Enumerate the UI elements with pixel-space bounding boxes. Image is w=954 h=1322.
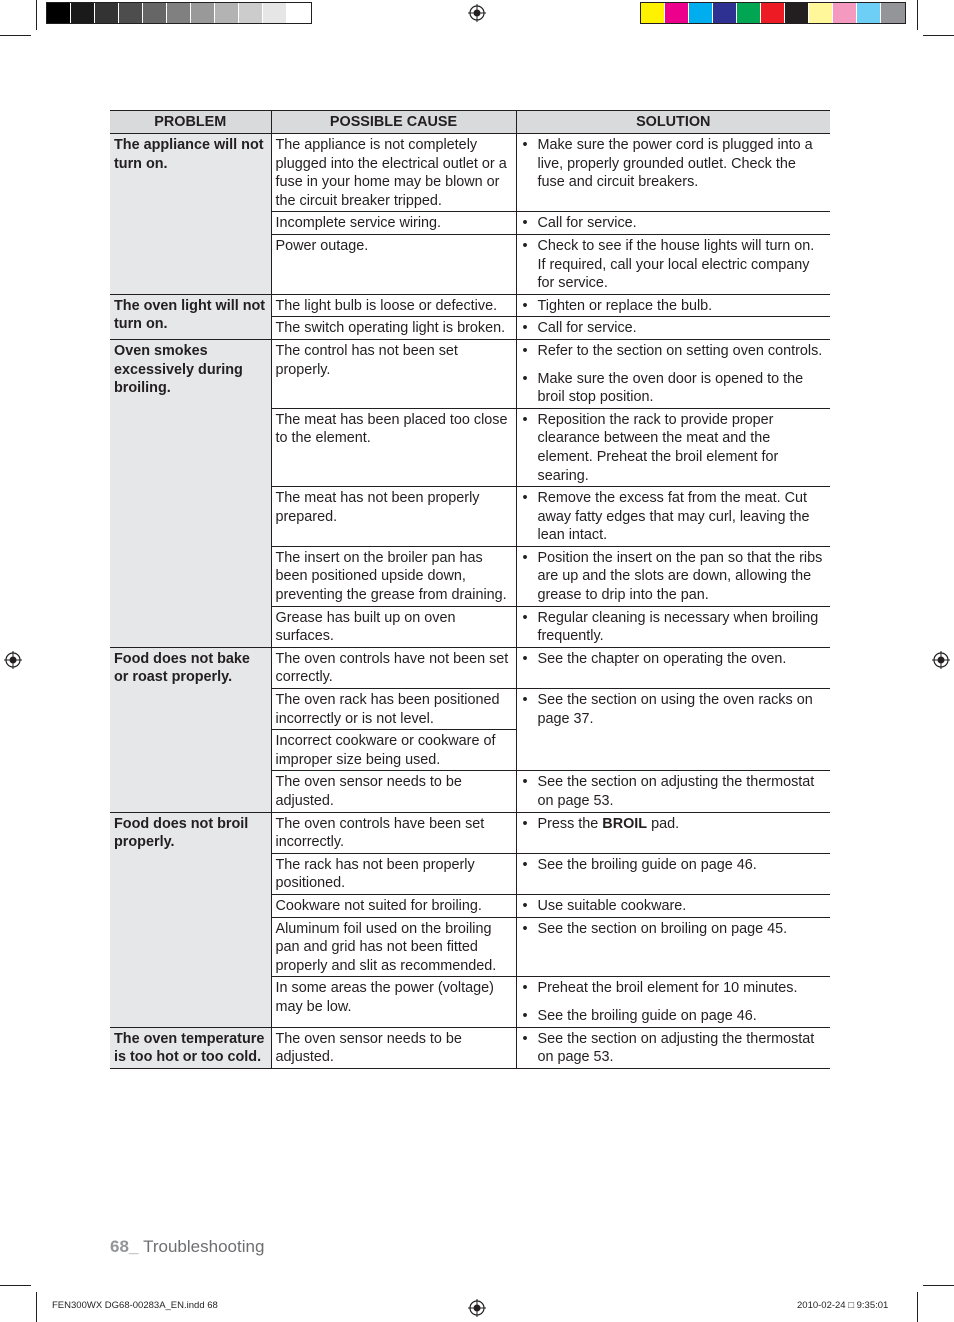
color-swatch [857,3,881,23]
solution-list [521,650,827,669]
solution-item: • Reposition the rack to provide proper clearance between the meat and the element. Preheat the broil element for searing. [521,411,827,485]
crop-mark [923,35,954,36]
page-footer [110,1237,264,1257]
solution-list [521,411,827,485]
solution-list [521,920,827,939]
color-swatch [47,3,71,23]
solution-list [521,549,827,605]
registration-mark-icon [468,4,486,22]
problem-cell: Food does not bake or roast properly. [110,647,271,812]
cause-cell: The meat has been placed too close to the element. [271,408,516,486]
table-row [110,1027,830,1068]
color-swatch [143,3,167,23]
solution-list [521,609,827,646]
cause-cell: The insert on the broiler pan has been positioned upside down, preventing the grease from draining. [271,546,516,606]
solution-list [521,214,827,233]
solution-cell [516,408,830,486]
solution-item: • See the section on broiling on page 45. [521,920,827,939]
color-swatch [881,3,905,23]
cause-cell: The oven controls have not been set correctly. [271,647,516,688]
table-row [110,134,830,212]
solution-item: • Preheat the broil element for 10 minutes. [521,979,827,998]
solution-list [521,773,827,810]
color-swatch [119,3,143,23]
color-swatch [167,3,191,23]
crop-mark [36,0,37,30]
section-name: Troubleshooting [143,1237,265,1256]
page-number: 68 [110,1237,129,1256]
crop-mark [36,1292,37,1322]
solution-item: • Make sure the power cord is plugged into a live, properly grounded outlet. Check the fuse and circuit breakers. [521,136,827,192]
problem-cell: The oven light will not turn on. [110,294,271,339]
solution-item: • See the section on adjusting the thermostat on page 53. [521,773,827,810]
troubleshooting-table [110,110,830,1069]
solution-cell [516,294,830,317]
cause-cell: The meat has not been properly prepared. [271,487,516,547]
solution-list [521,856,827,875]
solution-item: • Use suitable cookware. [521,897,827,916]
cause-cell: In some areas the power (voltage) may be low. [271,977,516,1027]
color-swatch [833,3,857,23]
color-swatch [287,3,311,23]
solution-list [521,1030,827,1067]
table-row [110,647,830,688]
solution-list [521,489,827,545]
cause-cell: The light bulb is loose or defective. [271,294,516,317]
solution-cell [516,771,830,812]
solution-cell [516,894,830,917]
cause-cell: The appliance is not completely plugged into the electrical outlet or a fuse in your home may be blown or the circuit breaker tripped. [271,134,516,212]
problem-cell: The oven temperature is too hot or too cold. [110,1027,271,1068]
slug-time: □ 9:35:01 [845,1300,889,1311]
cause-cell: Grease has built up on oven surfaces. [271,606,516,647]
solution-list [521,691,827,728]
cause-cell: Cookware not suited for broiling. [271,894,516,917]
color-swatch [95,3,119,23]
color-swatch [263,3,287,23]
solution-list [521,897,827,916]
solution-list [521,136,827,192]
problem-cell: The appliance will not turn on. [110,134,271,295]
header-possible-cause: POSSIBLE CAUSE [271,111,516,134]
solution-cell [516,487,830,547]
cause-cell: The oven sensor needs to be adjusted. [271,771,516,812]
solution-item: • Position the insert on the pan so that the ribs are up and the slots are down, allowing the grease to drip into the pan. [521,549,827,605]
slug-filename: FEN300WX DG68-00283A_EN.indd 68 [52,1300,218,1311]
cause-cell: The oven sensor needs to be adjusted. [271,1027,516,1068]
solution-text: pad. [647,815,680,832]
solution-cell [516,134,830,212]
problem-cell: Oven smokes excessively during broiling. [110,339,271,647]
solution-cell [516,546,830,606]
solution-cell [516,977,830,1027]
solution-item: • See the broiling guide on page 46. [521,1007,827,1026]
color-swatch [665,3,689,23]
cause-cell: The control has not been set properly. [271,339,516,408]
process-color-bar [640,2,906,24]
crop-mark [0,35,31,36]
solution-cell [516,1027,830,1068]
solution-list [521,979,827,1025]
solution-item: • See the section on adjusting the thermostat on page 53. [521,1030,827,1067]
solution-item [521,815,827,834]
broil-pad-label: BROIL [602,815,648,832]
solution-text: Press the [537,815,603,832]
solution-cell [516,647,830,688]
solution-list [521,342,827,407]
solution-cell [516,812,830,853]
solution-item: • Call for service. [521,214,827,233]
solution-cell [516,853,830,894]
problem-cell: Food does not broil properly. [110,812,271,1027]
solution-item: • Tighten or replace the bulb. [521,297,827,316]
table-header-row [110,111,830,134]
color-swatch [71,3,95,23]
color-swatch [191,3,215,23]
grayscale-color-bar [46,2,312,24]
slug-datetime [797,1300,888,1311]
solution-list [521,815,827,834]
color-swatch [641,3,665,23]
cause-cell: Incorrect cookware or cookware of improper size being used. [271,730,516,771]
solution-item: • See the section on using the oven racks on page 37. [521,691,827,728]
solution-item: • Check to see if the house lights will turn on. If required, call your local electric company for service. [521,237,827,293]
header-solution: SOLUTION [516,111,830,134]
color-swatch [215,3,239,23]
solution-cell [516,212,830,235]
solution-cell [516,606,830,647]
solution-list [521,297,827,316]
color-swatch [713,3,737,23]
cause-cell: Power outage. [271,234,516,294]
cause-cell: The rack has not been properly positioned. [271,853,516,894]
solution-cell [516,339,830,408]
footer-separator: _ [128,1237,144,1256]
cause-cell: Aluminum foil used on the broiling pan and grid has not been fitted properly and slit as recommended. [271,917,516,977]
header-problem: PROBLEM [110,111,271,134]
color-swatch [761,3,785,23]
registration-mark-icon [932,651,950,669]
solution-cell [516,234,830,294]
solution-item: • See the broiling guide on page 46. [521,856,827,875]
registration-mark-icon [4,651,22,669]
table-row [110,339,830,408]
cause-cell: The oven controls have been set incorrectly. [271,812,516,853]
table-row [110,294,830,317]
registration-mark-icon [468,1299,486,1317]
color-swatch [737,3,761,23]
solution-item: • Make sure the oven door is opened to the broil stop position. [521,370,827,407]
solution-list [521,237,827,293]
solution-item: • See the chapter on operating the oven. [521,650,827,669]
solution-item: • Refer to the section on setting oven controls. [521,342,827,361]
solution-cell [516,917,830,977]
cause-cell: The switch operating light is broken. [271,317,516,340]
solution-list [521,319,827,338]
table-row [110,812,830,853]
color-swatch [239,3,263,23]
color-swatch [809,3,833,23]
cause-cell: The oven rack has been positioned incorrectly or is not level. [271,689,516,730]
crop-mark [917,1292,918,1322]
crop-mark [0,1285,31,1286]
color-swatch [785,3,809,23]
color-swatch [689,3,713,23]
slug-date: 2010-02-24 [797,1300,846,1311]
solution-cell [516,317,830,340]
solution-item: • Call for service. [521,319,827,338]
solution-item: • Regular cleaning is necessary when broiling frequently. [521,609,827,646]
crop-mark [917,0,918,30]
solution-item: • Remove the excess fat from the meat. Cut away fatty edges that may curl, leaving the lean intact. [521,489,827,545]
crop-mark [923,1285,954,1286]
solution-cell [516,689,830,771]
cause-cell: Incomplete service wiring. [271,212,516,235]
